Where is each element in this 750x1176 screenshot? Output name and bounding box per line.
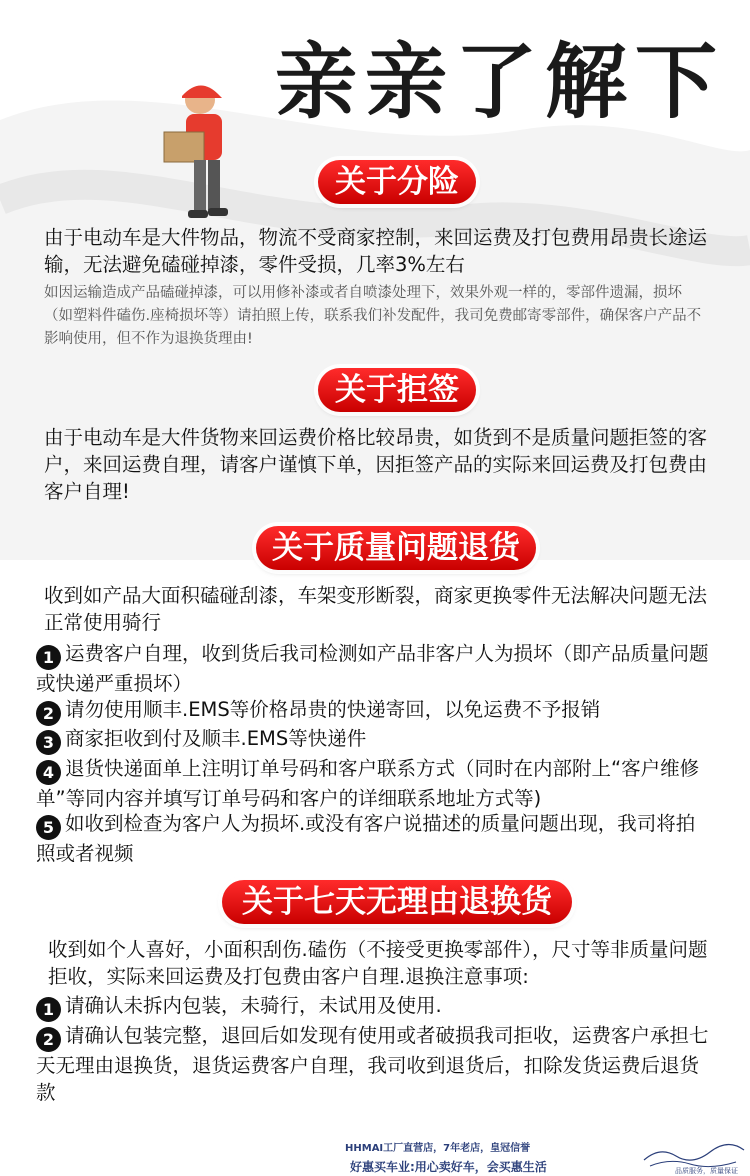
- section-heading-reject: 关于拒签: [318, 368, 476, 412]
- number-badge: 5: [36, 815, 61, 840]
- list-item-text: 如收到检查为客户人为损坏.或没有客户说描述的质量问题出现，我司将拍照或者视频: [36, 812, 696, 865]
- number-badge: 2: [36, 1027, 61, 1052]
- list-item: [36, 810, 714, 867]
- section-heading-risk: 关于分险: [318, 160, 476, 204]
- section-reject-text: 由于电动车是大件货物来回运费价格比较昂贵，如货到不是质量问题拒签的客户，来回运费自理，请客户谨慎下单，因拒签产品的实际来回运费及打包费由客户自理!: [44, 426, 708, 503]
- list-item: [36, 725, 714, 755]
- list-item-text: 请确认包装完整，退回后如发现有使用或者破损我司拒收，运费客户承担七天无理由退换货，退货运费客户自理，我司收到退货后，扣除发货运费后退货款: [36, 1024, 709, 1104]
- footer-slogan: 好惠买车业:用心卖好车，会买惠生活: [350, 1160, 547, 1174]
- number-badge: 1: [36, 645, 61, 670]
- list-item: [36, 640, 714, 697]
- number-badge: 1: [36, 997, 61, 1022]
- section-quality-text: 收到如产品大面积磕碰刮漆，车架变形断裂，商家更换零件无法解决问题无法正常使用骑行: [44, 584, 708, 634]
- list-item: [36, 755, 714, 812]
- list-item: [36, 1022, 714, 1106]
- number-badge: 2: [36, 701, 61, 726]
- list-item-text: 商家拒收到付及顺丰.EMS等快递件: [65, 727, 367, 750]
- list-item-text: 请确认未拆内包装，未骑行，未试用及使用.: [65, 994, 442, 1017]
- list-item: [36, 696, 714, 726]
- section-risk-text: 由于电动车是大件物品，物流不受商家控制，来回运费及打包费用昂贵长途运输，无法避免磕碰掉漆，零件受损，几率3%左右: [44, 226, 708, 276]
- section-seven-day-text: 收到如个人喜好，小面积刮伤.磕伤（不接受更换零部件），尺寸等非质量问题拒收，实际来回运费及打包费由客户自理.退换注意事项:: [48, 938, 708, 988]
- list-item-text: 运费客户自理，收到货后我司检测如产品非客户人为损坏（即产品质量问题或快递严重损坏）: [36, 642, 709, 695]
- section-heading-quality-return: 关于质量问题退货: [256, 526, 536, 570]
- section-risk-note: 如因运输造成产品磕碰掉漆，可以用修补漆或者自喷漆处理下，效果外观一样的，零部件遗漏，损坏（如塑料件磕伤.座椅损坏等）请拍照上传，联系我们补发配件，我司免费邮寄零部件，确保客户产品不影响使用，但不作为退换货理由!: [44, 285, 702, 347]
- number-badge: 3: [36, 730, 61, 755]
- footer-shop-info: HHMAI工厂直营店，7年老店，皇冠信誉: [345, 1143, 531, 1154]
- section-heading-seven-day-return: 关于七天无理由退换货: [222, 880, 572, 924]
- delivery-person-illustration: [160, 78, 250, 228]
- footer-tagline: 品质服务，质量保证: [675, 1167, 738, 1175]
- number-badge: 4: [36, 760, 61, 785]
- list-item-text: 退货快递面单上注明订单号码和客户联系方式（同时在内部附上“客户维修单”等同内容并填写订单号码和客户的详细联系地址方式等): [36, 757, 700, 810]
- page-title: 亲亲了解下: [275, 35, 726, 130]
- list-item: [36, 992, 714, 1022]
- list-item-text: 请勿使用顺丰.EMS等价格昂贵的快递寄回，以免运费不予报销: [65, 698, 601, 721]
